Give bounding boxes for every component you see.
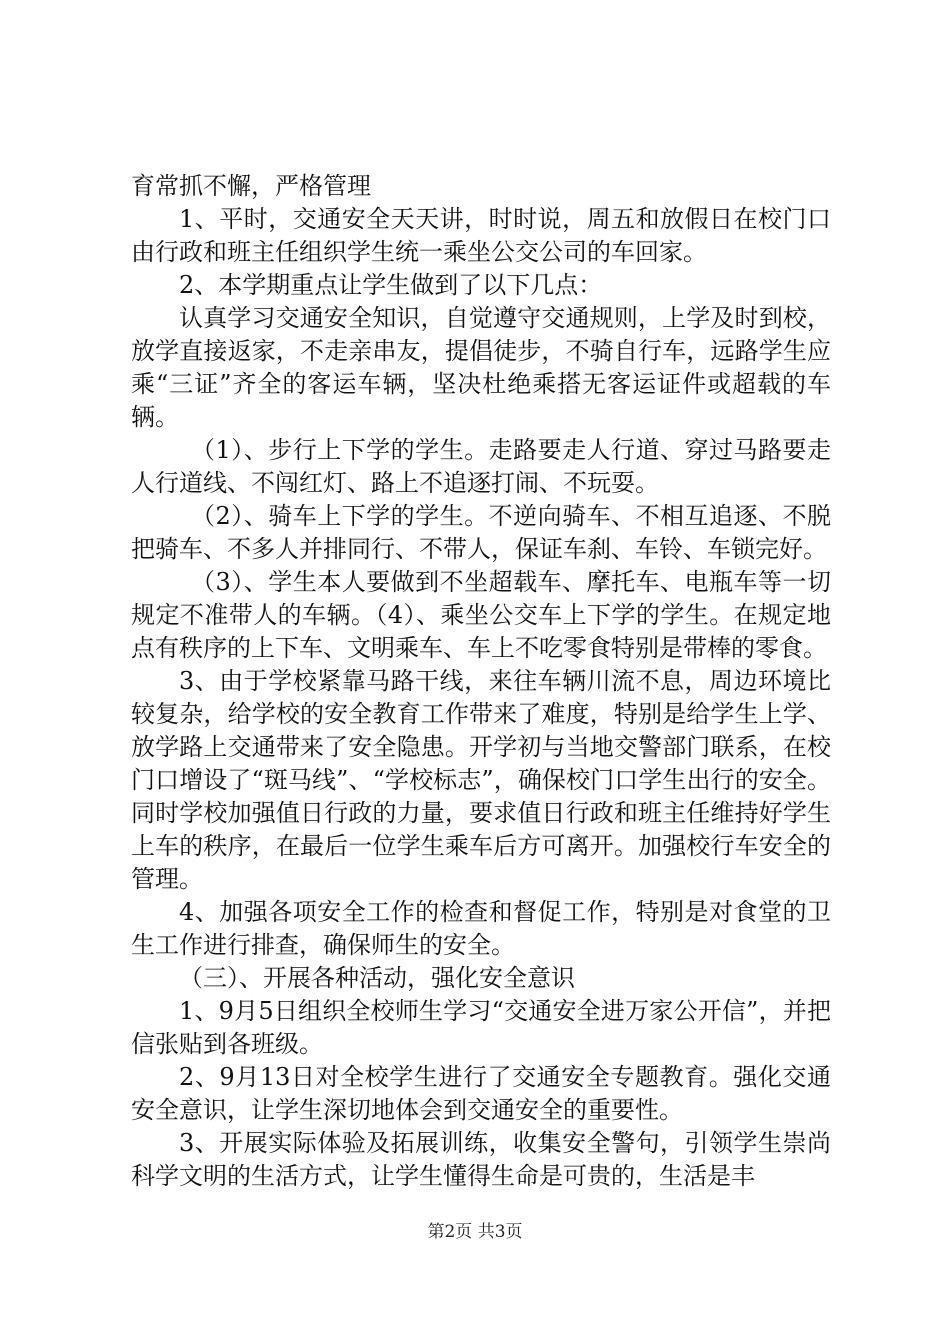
paragraph-activity-1: 1、9月5日组织全校师生学习“交通安全进万家公开信”，并把信张贴到各班级。: [131, 997, 831, 1058]
paragraph-item-4: 4、加强各项安全工作的检查和督促工作，特别是对食堂的卫生工作进行排查，确保师生的安全。: [131, 898, 831, 959]
paragraph-rules-intro: 认真学习交通安全知识，自觉遵守交通规则，上学及时到校，放学直接返家，不走亲串友，提倡徒步，不骑自行车，远路学生应乘“三证”齐全的客运车辆，坚决杜绝乘搭无客运证件或超载的车辆。: [131, 304, 831, 431]
paragraph-item-1: 1、平时，交通安全天天讲，时时说，周五和放假日在校门口由行政和班主任组织学生统一乘坐公交公司的车回家。: [131, 205, 831, 266]
page-footer: 第2页 共3页: [427, 1222, 523, 1242]
document-body: [131, 170, 831, 1193]
paragraph-continuation: 育常抓不懈，严格管理: [131, 172, 371, 200]
paragraph-sub-2: （2）、骑车上下学的学生。不逆向骑车、不相互追逐、不脱把骑车、不多人并排同行、不带人，保证车刹、车铃、车锁完好。: [131, 502, 831, 563]
paragraph-activity-2: 2、9月13日对全校学生进行了交通安全专题教育。强化交通安全意识，让学生深切地体会到交通安全的重要性。: [131, 1063, 831, 1124]
paragraph-sub-1: （1）、步行上下学的学生。走路要走人行道、穿过马路要走人行道线、不闯红灯、路上不追逐打闹、不玩耍。: [131, 436, 831, 497]
paragraph-sub-3-4: （3）、学生本人要做到不坐超载车、摩托车、电瓶车等一切规定不准带人的车辆。（4）、乘坐公交车上下学的学生。在规定地点有秩序的上下车、文明乘车、车上不吃零食特别是带棒的零食。: [131, 568, 831, 662]
paragraph-item-2: 2、本学期重点让学生做到了以下几点：: [179, 271, 603, 299]
section-heading-3: （三）、开展各种活动，强化安全意识: [179, 964, 575, 992]
paragraph-activity-3: 3、开展实际体验及拓展训练，收集安全警句，引领学生崇尚科学文明的生活方式，让学生懂得生命是可贵的，生活是丰: [131, 1129, 831, 1190]
paragraph-item-3: 3、由于学校紧靠马路干线，来往车辆川流不息，周边环境比较复杂，给学校的安全教育工作带来了难度，特别是给学生上学、放学路上交通带来了安全隐患。开学初与当地交警部门联系，在校门口增设了“斑马线”、“学校标志”，确保校门口学生出行的安全。同时学校加强值日行政的力量，要求值日行政和班主任维持好学生上车的秩序，在最后一位学生乘车后方可离开。加强校行车安全的管理。: [131, 667, 831, 893]
